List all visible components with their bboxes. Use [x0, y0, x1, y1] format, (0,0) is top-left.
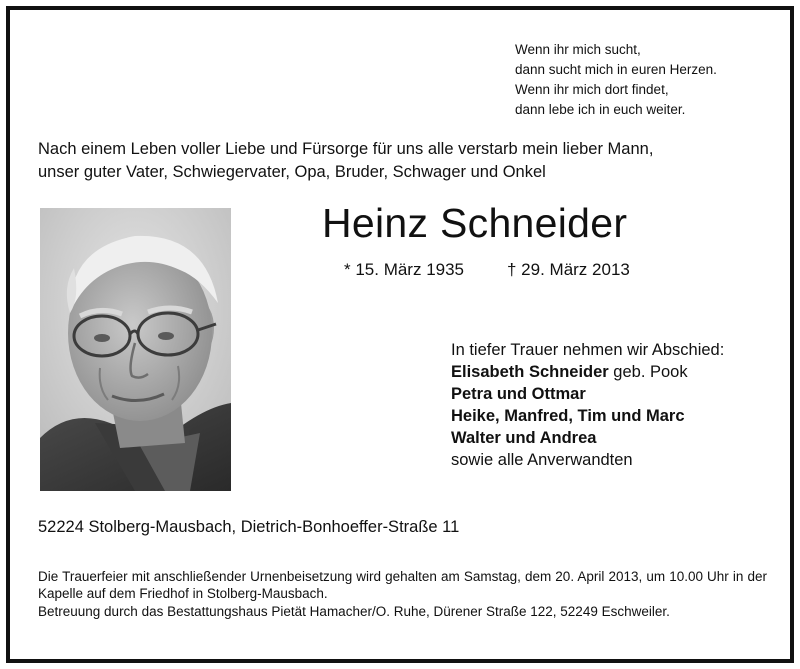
deceased-name: Heinz Schneider [322, 200, 628, 246]
widow-maiden-name: geb. Pook [608, 363, 688, 381]
widow-name: Elisabeth Schneider [451, 363, 609, 381]
ceremony-note: Die Trauerfeier mit anschließender Urnenbeisetzung wird gehalten am Samstag, dem 20. April 2013, um 10.00 Uhr in der Kapelle auf dem Friedhof in Stolberg-Mausbach. [38, 569, 767, 601]
obituary-frame [6, 6, 794, 663]
funeral-notes [38, 568, 767, 621]
death-date: † 29. März 2013 [507, 260, 630, 279]
life-dates [344, 259, 630, 281]
mourners-closing: sowie alle Anverwandten [451, 451, 633, 469]
widow-line [451, 361, 724, 383]
mourners-heading: In tiefer Trauer nehmen wir Abschied: [451, 341, 725, 359]
mourner-family: Heike, Manfred, Tim und Marc [451, 407, 685, 425]
intro-line: unser guter Vater, Schwiegervater, Opa, Bruder, Schwager und Onkel [38, 163, 546, 181]
intro-text [38, 138, 773, 184]
undertaker-note: Betreuung durch das Bestattungshaus Pietät Hamacher/O. Ruhe, Dürener Straße 122, 52249 Eschweiler. [38, 604, 670, 619]
birth-date: * 15. März 1935 [344, 260, 465, 279]
poem-line: dann lebe ich in euch weiter. [515, 102, 686, 117]
poem-line: Wenn ihr mich dort findet, [515, 82, 669, 97]
portrait-illustration [40, 208, 231, 491]
poem [515, 40, 717, 120]
intro-line: Nach einem Leben voller Liebe und Fürsorge für uns alle verstarb mein lieber Mann, [38, 140, 654, 158]
mourner-family: Walter und Andrea [451, 429, 597, 447]
mourners-block [451, 339, 724, 471]
family-address: 52224 Stolberg-Mausbach, Dietrich-Bonhoeffer-Straße 11 [38, 518, 460, 536]
portrait-photo [40, 208, 231, 491]
poem-line: dann sucht mich in euren Herzen. [515, 62, 717, 77]
mourner-family: Petra und Ottmar [451, 385, 586, 403]
poem-line: Wenn ihr mich sucht, [515, 42, 641, 57]
